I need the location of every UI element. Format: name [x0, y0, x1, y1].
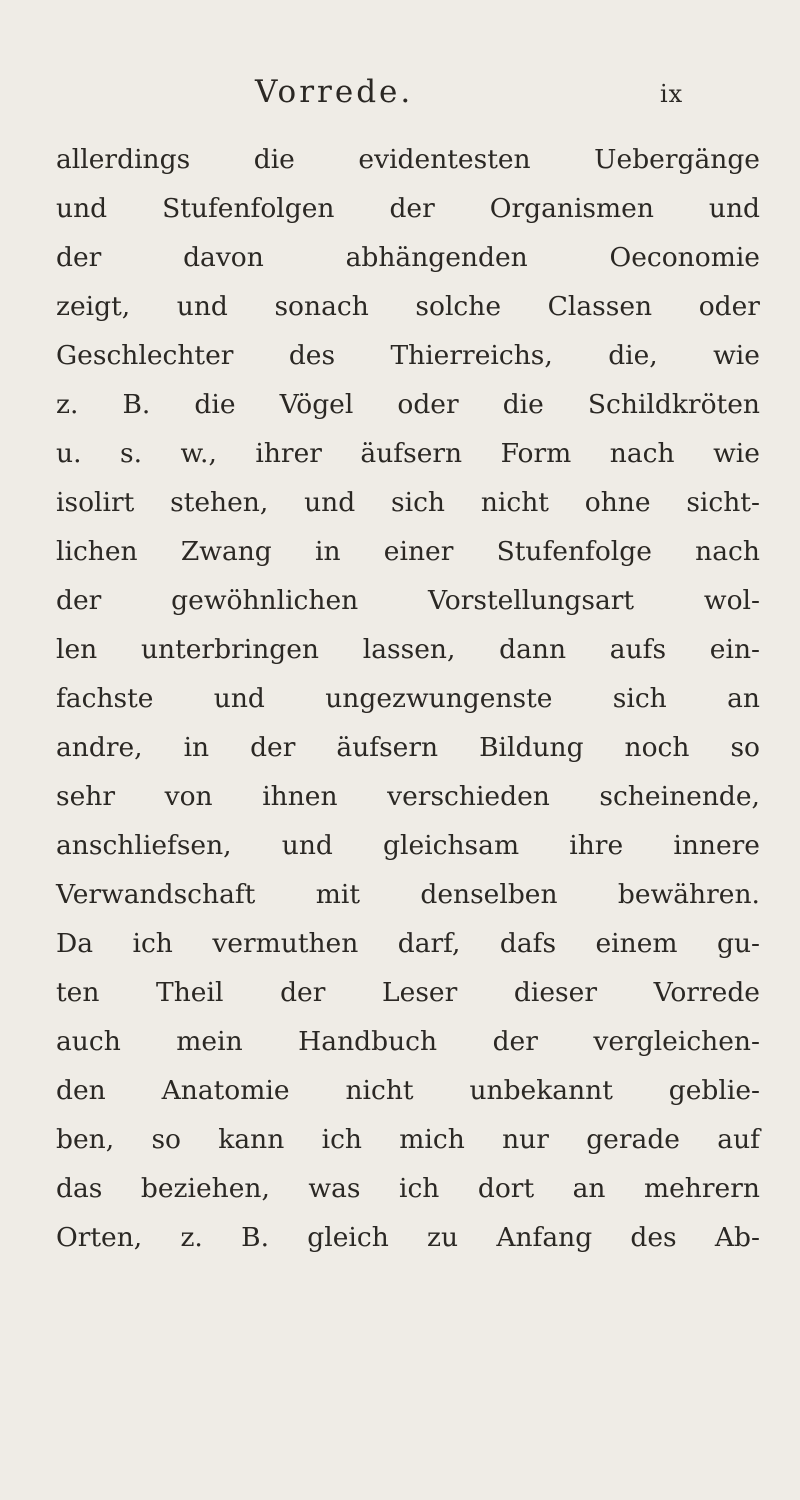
word: die [253, 144, 295, 175]
word: innere [673, 830, 760, 861]
word: Leser [382, 977, 458, 1008]
running-title: Vorrede. [255, 74, 414, 110]
text-line [56, 1066, 760, 1115]
word: Theil [156, 977, 224, 1008]
word: Stufenfolge [496, 536, 652, 567]
word: was [308, 1173, 361, 1204]
word: ohne [584, 487, 651, 518]
word: mein [176, 1026, 243, 1057]
word: nicht [480, 487, 549, 518]
word: Da [56, 928, 94, 959]
word: Geschlechter [56, 340, 234, 371]
word: äufsern [336, 732, 439, 763]
word: B. [122, 389, 151, 420]
word: Thierreichs, [390, 340, 553, 371]
word: gleich [307, 1222, 389, 1253]
word: Anatomie [161, 1075, 290, 1106]
word: oder [698, 291, 760, 322]
word: dort [477, 1173, 535, 1204]
word: zu [427, 1222, 459, 1253]
word: und [213, 683, 265, 714]
word: und [304, 487, 356, 518]
text-line [56, 233, 760, 282]
word: Anfang [496, 1222, 593, 1253]
word: isolirt [56, 487, 135, 518]
word: ihnen [262, 781, 338, 812]
word: ich [132, 928, 173, 959]
text-line [56, 380, 760, 429]
text-line [56, 919, 760, 968]
running-header [0, 72, 800, 112]
word: Oeconomie [609, 242, 760, 273]
word: vergleichen- [593, 1026, 760, 1057]
text-line [56, 772, 760, 821]
word: gewöhnlichen [171, 585, 359, 616]
word: Classen [547, 291, 653, 322]
word: in [315, 536, 341, 567]
word: nach [609, 438, 675, 469]
word: sicht- [686, 487, 760, 518]
text-line [56, 576, 760, 625]
word: zeigt, [56, 291, 131, 322]
word: des [630, 1222, 677, 1253]
word: geblie- [668, 1075, 760, 1106]
word: der [492, 1026, 538, 1057]
word: wol- [703, 585, 760, 616]
word: die, [608, 340, 658, 371]
word: das [56, 1173, 103, 1204]
word: evidentesten [358, 144, 531, 175]
word: dafs [499, 928, 557, 959]
word: an [727, 683, 760, 714]
word: nach [695, 536, 760, 567]
text-line [56, 184, 760, 233]
word: nicht [345, 1075, 414, 1106]
word: auch [56, 1026, 121, 1057]
word: z. [56, 389, 79, 420]
word: ein- [709, 634, 760, 665]
text-line [56, 282, 760, 331]
text-line [56, 968, 760, 1017]
word: bewähren. [617, 879, 760, 910]
text-line [56, 625, 760, 674]
word: gerade [586, 1124, 680, 1155]
text-line [56, 723, 760, 772]
word: sehr [56, 781, 116, 812]
word: abhängenden [345, 242, 528, 273]
word: beziehen, [140, 1173, 270, 1204]
word: kann [218, 1124, 285, 1155]
word: nur [502, 1124, 549, 1155]
word: Organismen [489, 193, 654, 224]
word: einer [383, 536, 454, 567]
text-line [56, 1115, 760, 1164]
text-line [56, 1164, 760, 1213]
word: gu- [716, 928, 760, 959]
word: mit [315, 879, 360, 910]
word: der [280, 977, 326, 1008]
word: vermuthen [212, 928, 359, 959]
word: scheinende, [599, 781, 760, 812]
word: noch [624, 732, 690, 763]
word: und [281, 830, 333, 861]
text-line [56, 478, 760, 527]
word: z. [180, 1222, 203, 1253]
word: sich [391, 487, 445, 518]
word: aufs [609, 634, 667, 665]
word: unbekannt [469, 1075, 613, 1106]
word: so [151, 1124, 181, 1155]
word: die [502, 389, 544, 420]
word: allerdings [56, 144, 191, 175]
word: der [56, 585, 102, 616]
text-line [56, 870, 760, 919]
word: ten [56, 977, 100, 1008]
word: und [56, 193, 108, 224]
word: der [250, 732, 296, 763]
word: und [708, 193, 760, 224]
word: darf, [397, 928, 461, 959]
word: dieser [513, 977, 597, 1008]
word: davon [183, 242, 264, 273]
word: verschieden [387, 781, 550, 812]
word: gleichsam [383, 830, 520, 861]
word: ben, [56, 1124, 115, 1155]
word: Handbuch [298, 1026, 438, 1057]
text-line [56, 135, 760, 184]
word: der [389, 193, 435, 224]
word: Schildkröten [587, 389, 760, 420]
word: Orten, [56, 1222, 143, 1253]
word: len [56, 634, 98, 665]
word: dann [499, 634, 567, 665]
word: an [572, 1173, 606, 1204]
word: so [730, 732, 760, 763]
word: ihre [569, 830, 624, 861]
text-line [56, 1017, 760, 1066]
word: fachste [56, 683, 154, 714]
word: u. [56, 438, 82, 469]
word: ihrer [255, 438, 322, 469]
word: Zwang [180, 536, 272, 567]
word: den [56, 1075, 106, 1106]
word: Vorstellungsart [428, 585, 635, 616]
word: einem [595, 928, 678, 959]
word: Vorrede [653, 977, 760, 1008]
word: Verwandschaft [56, 879, 256, 910]
word: unterbringen [140, 634, 319, 665]
word: andre, [56, 732, 143, 763]
text-line [56, 429, 760, 478]
word: Vögel [279, 389, 354, 420]
word: in [183, 732, 210, 763]
word: lassen, [362, 634, 456, 665]
word: Form [500, 438, 572, 469]
word: B. [241, 1222, 270, 1253]
word: der [56, 242, 102, 273]
text-line [56, 1213, 760, 1262]
word: des [288, 340, 336, 371]
word: ich [321, 1124, 362, 1155]
word: mich [399, 1124, 465, 1155]
word: ungezwungenste [325, 683, 553, 714]
word: die [194, 389, 236, 420]
text-line [56, 821, 760, 870]
word: denselben [420, 879, 558, 910]
word: lichen [56, 536, 138, 567]
word: solche [415, 291, 502, 322]
word: Stufenfolgen [162, 193, 335, 224]
word: oder [397, 389, 459, 420]
word: stehen, [170, 487, 269, 518]
word: anschliefsen, [56, 830, 232, 861]
word: Uebergänge [594, 144, 760, 175]
word: ich [398, 1173, 440, 1204]
word: wie [713, 340, 760, 371]
body-text [56, 135, 760, 1262]
word: Bildung [479, 732, 584, 763]
word: Ab- [714, 1222, 760, 1253]
word: sich [612, 683, 667, 714]
text-line [56, 331, 760, 380]
text-line [56, 674, 760, 723]
word: und [176, 291, 228, 322]
page-number: ix [660, 80, 684, 108]
word: w., [180, 438, 217, 469]
word: mehrern [644, 1173, 760, 1204]
word: s. [119, 438, 143, 469]
word: von [164, 781, 213, 812]
word: äufsern [360, 438, 463, 469]
word: auf [717, 1124, 760, 1155]
word: wie [713, 438, 760, 469]
text-line [56, 527, 760, 576]
word: sonach [274, 291, 369, 322]
